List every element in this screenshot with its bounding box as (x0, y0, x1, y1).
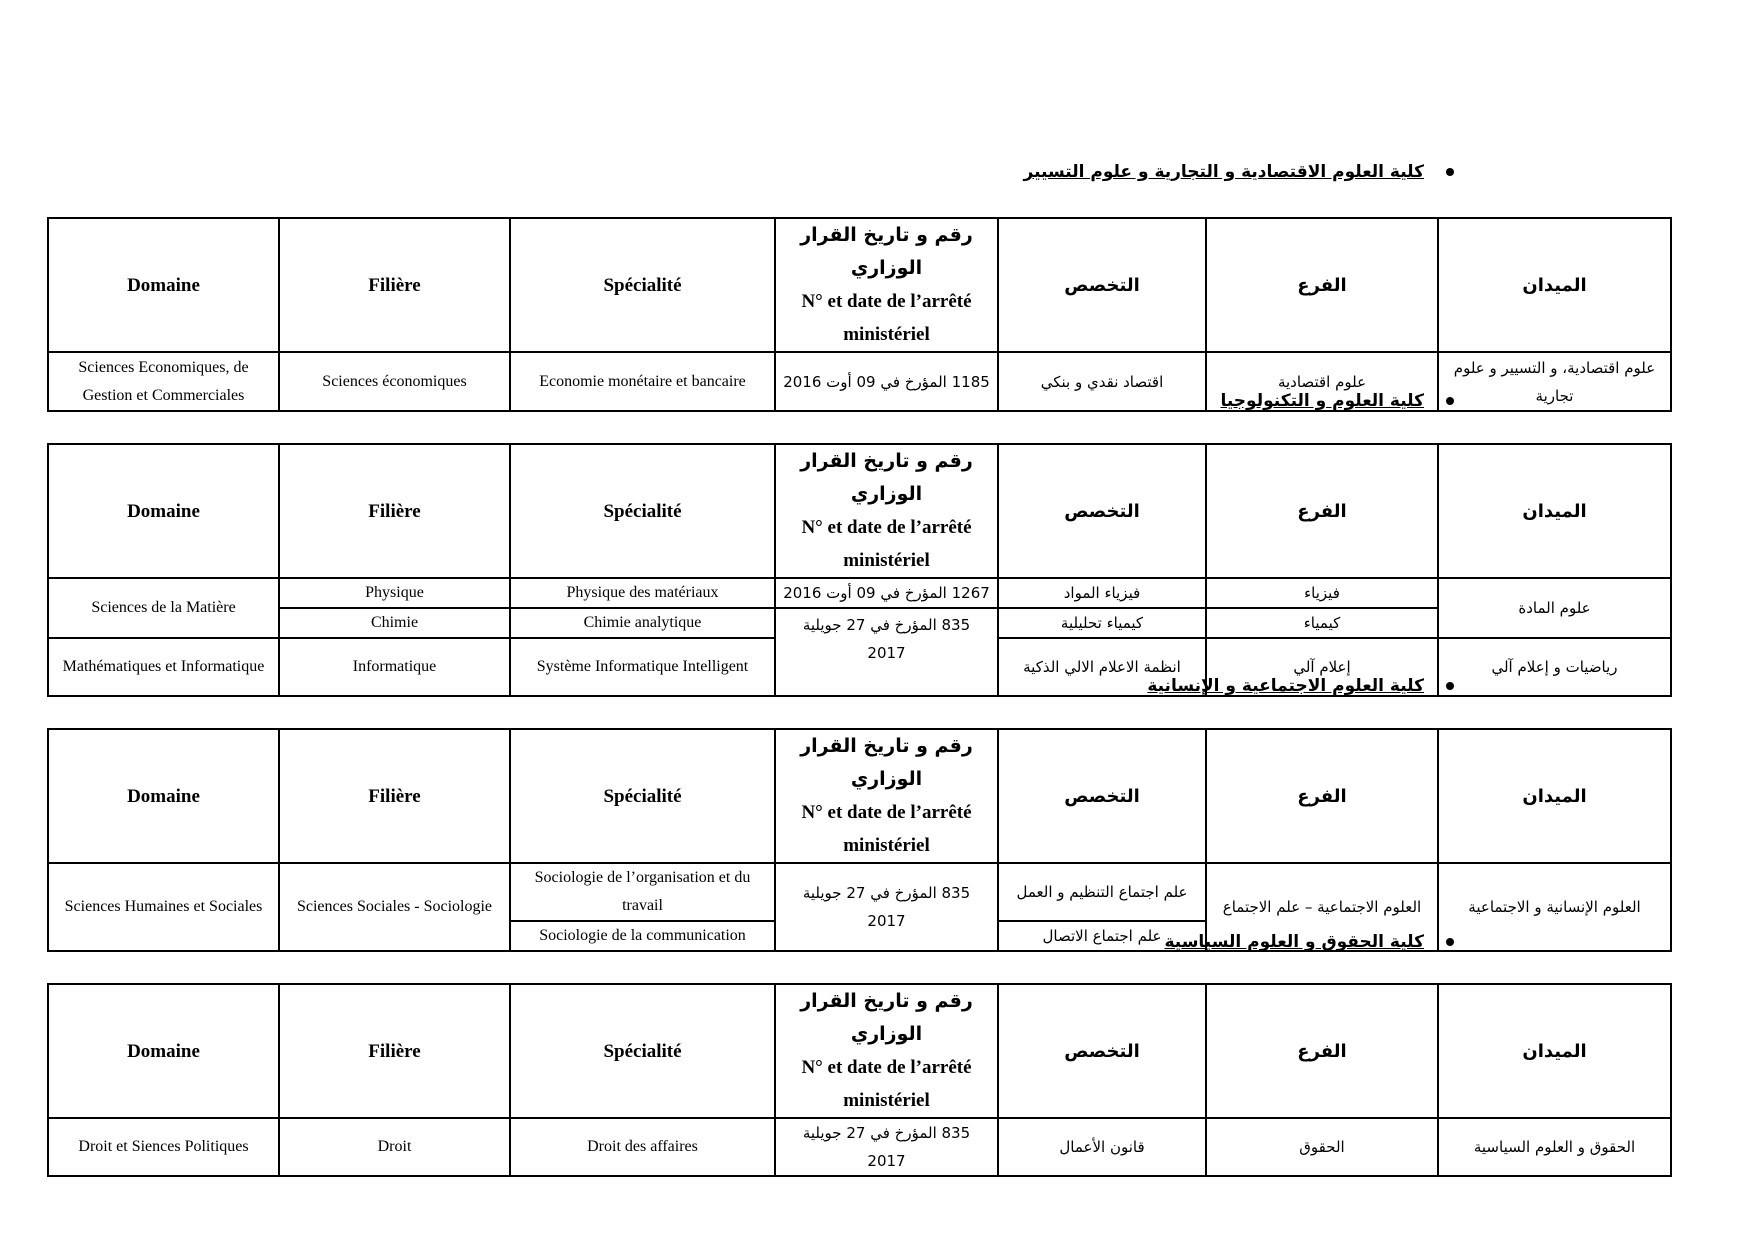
cell-filiere: Sciences économiques (279, 352, 510, 411)
cell-domaine: Sciences Economiques, de Gestion et Commerciales (48, 352, 279, 411)
header-midan: الميدان (1438, 444, 1671, 578)
header-filiere: Filière (279, 218, 510, 352)
table-science-technology (47, 443, 1672, 697)
header-specialite: Spécialité (510, 729, 775, 863)
cell-takhassus: علم اجتماع التنظيم و العمل (998, 863, 1206, 921)
cell-domaine: Sciences Humaines et Sociales (48, 863, 279, 951)
cell-takhassus: كيمياء تحليلية (998, 608, 1206, 638)
table-row (48, 578, 1671, 608)
header-domaine: Domaine (48, 729, 279, 863)
section-title-economics: كلية العلوم الاقتصادية و التجارية و علوم التسيير (1024, 162, 1454, 182)
cell-specialite: Droit des affaires (510, 1118, 775, 1176)
header-arrete: رقم و تاريخ القرار الوزاري N° et date de l’arrêté ministériel (775, 984, 998, 1118)
cell-far3: علوم اقتصادية (1206, 352, 1438, 411)
cell-arrete: 1267 المؤرخ في 09 أوت 2016 (775, 578, 998, 608)
cell-domaine: Mathématiques et Informatique (48, 638, 279, 696)
table-social-sciences (47, 728, 1672, 952)
cell-specialite: Economie monétaire et bancaire (510, 352, 775, 411)
section-title-science-technology: كلية العلوم و التكنولوجيا (1220, 391, 1454, 411)
cell-takhassus: علم اجتماع الاتصال (998, 921, 1206, 951)
cell-filiere: Droit (279, 1118, 510, 1176)
section-title-social-sciences: كلية العلوم الاجتماعية و الإنسانية (1147, 676, 1454, 696)
header-filiere: Filière (279, 444, 510, 578)
cell-filiere: Physique (279, 578, 510, 608)
header-filiere: Filière (279, 984, 510, 1118)
header-midan: الميدان (1438, 984, 1671, 1118)
header-specialite: Spécialité (510, 218, 775, 352)
cell-filiere: Informatique (279, 638, 510, 696)
cell-far3: فيزياء (1206, 578, 1438, 608)
cell-far3: الحقوق (1206, 1118, 1438, 1176)
header-arrete: رقم و تاريخ القرار الوزاري N° et date de l’arrêté ministériel (775, 218, 998, 352)
cell-takhassus: انظمة الاعلام الالي الذكية (998, 638, 1206, 696)
bullet-icon (1446, 397, 1454, 405)
cell-midan: رياضيات و إعلام آلي (1438, 638, 1671, 696)
header-takhassus: التخصص (998, 729, 1206, 863)
table-header-row (48, 444, 1671, 578)
cell-filiere: Sciences Sociales - Sociologie (279, 863, 510, 951)
cell-arrete: 1185 المؤرخ في 09 أوت 2016 (775, 352, 998, 411)
table-row (48, 1118, 1671, 1176)
cell-specialite: Sociologie de la communication (510, 921, 775, 951)
header-far3: الفرع (1206, 729, 1438, 863)
cell-specialite: Sociologie de l’organisation et du travail (510, 863, 775, 921)
header-far3: الفرع (1206, 984, 1438, 1118)
cell-arrete: 835 المؤرخ في 27 جويلية 2017 (775, 1118, 998, 1176)
header-midan: الميدان (1438, 218, 1671, 352)
table-row (48, 608, 1671, 638)
header-specialite: Spécialité (510, 984, 775, 1118)
header-takhassus: التخصص (998, 444, 1206, 578)
header-takhassus: التخصص (998, 984, 1206, 1118)
table-header-row (48, 218, 1671, 352)
cell-takhassus: قانون الأعمال (998, 1118, 1206, 1176)
section-title-law: كلية الحقوق و العلوم السياسية (1164, 932, 1454, 952)
header-specialite: Spécialité (510, 444, 775, 578)
cell-specialite: Système Informatique Intelligent (510, 638, 775, 696)
cell-midan: علوم اقتصادية، و التسيير و علوم تجارية (1438, 352, 1671, 411)
cell-specialite: Physique des matériaux (510, 578, 775, 608)
table-header-row (48, 984, 1671, 1118)
cell-domaine: Droit et Siences Politiques (48, 1118, 279, 1176)
cell-midan: علوم المادة (1438, 578, 1671, 638)
table-economics (47, 217, 1672, 412)
cell-domaine: Sciences de la Matière (48, 578, 279, 638)
header-domaine: Domaine (48, 218, 279, 352)
cell-takhassus: فيزياء المواد (998, 578, 1206, 608)
bullet-icon (1446, 168, 1454, 176)
bullet-icon (1446, 938, 1454, 946)
cell-far3: العلوم الاجتماعية – علم الاجتماع (1206, 863, 1438, 951)
header-filiere: Filière (279, 729, 510, 863)
cell-arrete: 835 المؤرخ في 27 جويلية 2017 (775, 863, 998, 951)
header-domaine: Domaine (48, 984, 279, 1118)
header-midan: الميدان (1438, 729, 1671, 863)
cell-takhassus: اقتصاد نقدي و بنكي (998, 352, 1206, 411)
table-row (48, 863, 1671, 921)
header-arrete: رقم و تاريخ القرار الوزاري N° et date de l’arrêté ministériel (775, 729, 998, 863)
bullet-icon (1446, 682, 1454, 690)
header-takhassus: التخصص (998, 218, 1206, 352)
header-far3: الفرع (1206, 218, 1438, 352)
cell-specialite: Chimie analytique (510, 608, 775, 638)
header-arrete: رقم و تاريخ القرار الوزاري N° et date de l’arrêté ministériel (775, 444, 998, 578)
table-law (47, 983, 1672, 1177)
cell-midan: الحقوق و العلوم السياسية (1438, 1118, 1671, 1176)
cell-far3: كيمياء (1206, 608, 1438, 638)
cell-filiere: Chimie (279, 608, 510, 638)
header-far3: الفرع (1206, 444, 1438, 578)
header-domaine: Domaine (48, 444, 279, 578)
cell-midan: العلوم الإنسانية و الاجتماعية (1438, 863, 1671, 951)
cell-far3: إعلام آلي (1206, 638, 1438, 696)
table-header-row (48, 729, 1671, 863)
cell-arrete: 835 المؤرخ في 27 جويلية 2017 (775, 608, 998, 696)
